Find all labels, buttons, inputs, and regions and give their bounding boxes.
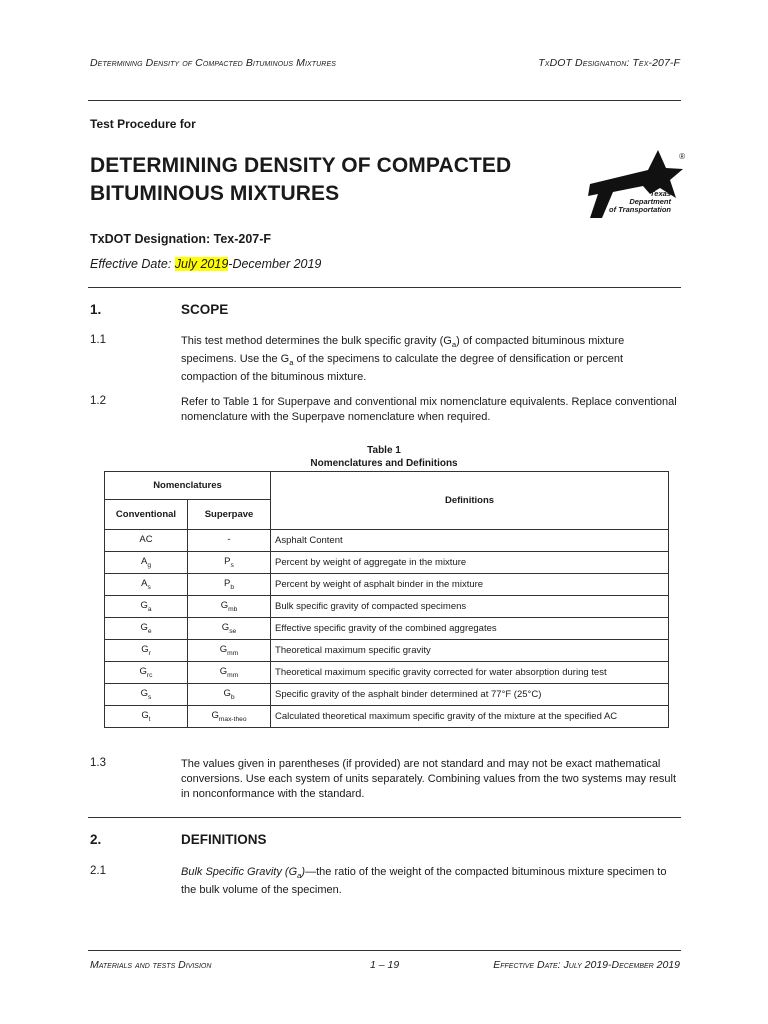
cell-definition-text: Specific gravity of the asphalt binder determined at 77°F (25°C) <box>275 689 542 700</box>
cell-definition-text: Asphalt Content <box>275 535 343 546</box>
para-1-1-c: of the specimens to calculate the degree of densification or percent compaction of the bituminous mixture. <box>181 353 624 384</box>
para-2-1-number: 2.1 <box>90 865 106 877</box>
cell-superpave-text: P <box>224 556 231 568</box>
footer-page-number: 1 – 19 <box>370 959 400 971</box>
cell-superpave-subscript: b <box>230 693 235 701</box>
cell-superpave <box>188 662 271 684</box>
para-1-1 <box>181 334 681 385</box>
footer-rule <box>88 950 681 951</box>
logo-line-3: of Transportation <box>609 205 671 214</box>
cell-conventional <box>105 706 188 728</box>
table-row <box>105 640 669 662</box>
cell-conventional-subscript: e <box>147 627 152 635</box>
table-row <box>105 662 669 684</box>
table-body <box>105 530 669 728</box>
cell-superpave-subscript: mm <box>227 671 239 679</box>
kicker: Test Procedure for <box>90 117 196 131</box>
cell-definition <box>271 662 669 684</box>
title-line-2: BITUMINOUS MIXTURES <box>90 182 340 205</box>
cell-definition <box>271 530 669 552</box>
cell-definition <box>271 706 669 728</box>
para-2-1-term: Bulk Specific Gravity (G <box>181 866 298 878</box>
running-header-designation <box>538 57 680 69</box>
cell-conventional <box>105 530 188 552</box>
table-header-definitions: Definitions <box>271 472 669 530</box>
cell-definition <box>271 684 669 706</box>
cell-definition-text: Bulk specific gravity of compacted specimens <box>275 601 467 612</box>
cell-superpave-text: G <box>219 644 228 656</box>
header-rule <box>88 100 681 101</box>
cell-conventional <box>105 552 188 574</box>
cell-conventional <box>105 662 188 684</box>
cell-conventional <box>105 684 188 706</box>
designation: TxDOT Designation: Tex-207-F <box>90 232 272 246</box>
cell-superpave <box>188 530 271 552</box>
table-header-superpave: Superpave <box>188 500 271 530</box>
cell-conventional-subscript: r <box>148 649 151 657</box>
title-line-1: DETERMINING DENSITY OF COMPACTED <box>90 154 512 177</box>
cell-conventional-subscript: s <box>148 693 152 701</box>
cell-definition <box>271 640 669 662</box>
header-right-code: Tex-207-F <box>632 57 680 69</box>
cell-conventional-text: A <box>141 578 148 590</box>
effective-date <box>90 257 321 271</box>
cell-definition <box>271 552 669 574</box>
header-left: Determining Density of Compacted Bituminous Mixtures <box>90 57 336 69</box>
logo-line-1: Texas <box>650 189 671 198</box>
para-1-2: Refer to Table 1 for Superpave and conventional mix nomenclature equivalents. Replace conventional nomenclature with the Superpave nomenclature when required. <box>181 396 677 423</box>
table-header-nomenclatures: Nomenclatures <box>105 472 271 500</box>
para-1-3-number: 1.3 <box>90 757 106 769</box>
cell-definition-text: Percent by weight of aggregate in the mixture <box>275 557 467 568</box>
table-row <box>105 706 669 728</box>
cell-conventional <box>105 640 188 662</box>
cell-superpave-text: G <box>219 666 228 678</box>
table-row <box>105 618 669 640</box>
para-2-1 <box>181 865 681 898</box>
cell-superpave-text: G <box>223 688 231 700</box>
cell-conventional <box>105 596 188 618</box>
cell-superpave-text: G <box>221 622 230 634</box>
table-caption-line-1: Table 1 <box>367 445 401 456</box>
cell-superpave <box>188 596 271 618</box>
cell-conventional-text: G <box>139 666 147 678</box>
cell-conventional-text: AC <box>139 534 153 546</box>
cell-superpave-subscript: mm <box>227 649 239 657</box>
para-2-1-term-end: ) <box>301 866 306 878</box>
cell-definition <box>271 574 669 596</box>
effective-rest: -December 2019 <box>228 257 322 271</box>
cell-conventional-text: G <box>141 644 149 656</box>
cell-superpave <box>188 640 271 662</box>
para-1-2-number: 1.2 <box>90 395 106 407</box>
table-row <box>105 596 669 618</box>
page-title <box>90 152 511 208</box>
cell-conventional-text: G <box>140 600 148 612</box>
logo-wordmark <box>609 190 671 214</box>
cell-conventional <box>105 574 188 596</box>
section-2-title: DEFINITIONS <box>181 832 267 847</box>
table-header-conventional: Conventional <box>105 500 188 530</box>
para-1-3: The values given in parentheses (if provided) are not standard and may not be exact mathematical conversions. Use each system of units separately. Combining values from the two systems may result in nonconformance with the standard. <box>181 758 676 800</box>
cell-conventional-subscript: rc <box>146 671 153 679</box>
table-row <box>105 684 669 706</box>
para-1-1-a: This test method determines the bulk specific gravity (G <box>181 335 452 347</box>
cell-superpave <box>188 706 271 728</box>
para-2-1-text: —the ratio of the weight of the compacted bituminous mixture specimen to the bulk volume of the specimen. <box>181 866 667 897</box>
registered-mark: ® <box>679 152 685 161</box>
para-1-1-b-sub: a <box>289 358 294 368</box>
table-row <box>105 552 669 574</box>
cell-superpave-subscript: s <box>230 561 234 569</box>
cell-conventional-text: G <box>141 710 149 722</box>
para-1-1-number: 1.1 <box>90 334 106 346</box>
section-1-title: SCOPE <box>181 302 229 317</box>
cell-conventional-subscript: s <box>147 583 151 591</box>
table-row <box>105 530 669 552</box>
cell-superpave <box>188 574 271 596</box>
cell-superpave-subscript: mb <box>228 605 238 613</box>
cell-superpave-subscript: max-theo <box>218 715 247 723</box>
cell-superpave-subscript: se <box>229 627 237 635</box>
cell-superpave <box>188 552 271 574</box>
section-1-number: 1. <box>90 302 102 317</box>
cell-superpave-text: - <box>227 534 231 546</box>
cell-definition-text: Percent by weight of asphalt binder in the mixture <box>275 579 484 590</box>
para-1-1-b: ) of compacted bituminous mixture specimens. Use the G <box>181 335 625 366</box>
effective-highlight: July 2019 <box>174 257 229 271</box>
cell-definition <box>271 596 669 618</box>
logo-line-2: Department <box>629 197 671 206</box>
section-2-number: 2. <box>90 832 102 847</box>
cell-conventional-text: G <box>140 622 148 634</box>
nomenclature-table <box>104 471 669 728</box>
cell-superpave-subscript: b <box>230 583 235 591</box>
cell-definition-text: Calculated theoretical maximum specific gravity of the mixture at the specified AC <box>275 711 618 722</box>
cell-superpave <box>188 618 271 640</box>
table-caption-line-2: Nomenclatures and Definitions <box>310 458 458 469</box>
cell-definition-text: Effective specific gravity of the combined aggregates <box>275 623 497 634</box>
title-rule <box>88 287 681 288</box>
cell-conventional-subscript: t <box>148 715 151 723</box>
cell-definition-text: Theoretical maximum specific gravity corrected for water absorption during test <box>275 667 607 678</box>
cell-conventional-subscript: a <box>147 605 152 613</box>
cell-conventional-text: A <box>140 556 148 568</box>
cell-definition-text: Theoretical maximum specific gravity <box>275 645 431 656</box>
txdot-logo <box>588 150 683 218</box>
cell-conventional-text: G <box>140 688 149 700</box>
para-2-1-term-sub: a <box>297 871 302 881</box>
cell-superpave-text: P <box>223 578 231 590</box>
cell-definition <box>271 618 669 640</box>
cell-superpave <box>188 684 271 706</box>
para-1-1-a-sub: a <box>451 340 457 350</box>
cell-conventional-subscript: g <box>147 561 152 569</box>
running-header-title <box>90 57 336 69</box>
cell-superpave-text: G <box>211 710 219 722</box>
footer-effective-date: Effective Date: July 2019-December 2019 <box>493 959 680 971</box>
table-row <box>105 574 669 596</box>
table-caption <box>234 444 534 470</box>
section-2-rule <box>88 817 681 818</box>
header-right-prefix: TxDOT Designation: <box>538 57 633 69</box>
effective-label: Effective Date: <box>90 257 175 271</box>
cell-superpave-text: G <box>220 600 229 612</box>
footer-division: Materials and tests Division <box>90 959 212 971</box>
cell-conventional <box>105 618 188 640</box>
